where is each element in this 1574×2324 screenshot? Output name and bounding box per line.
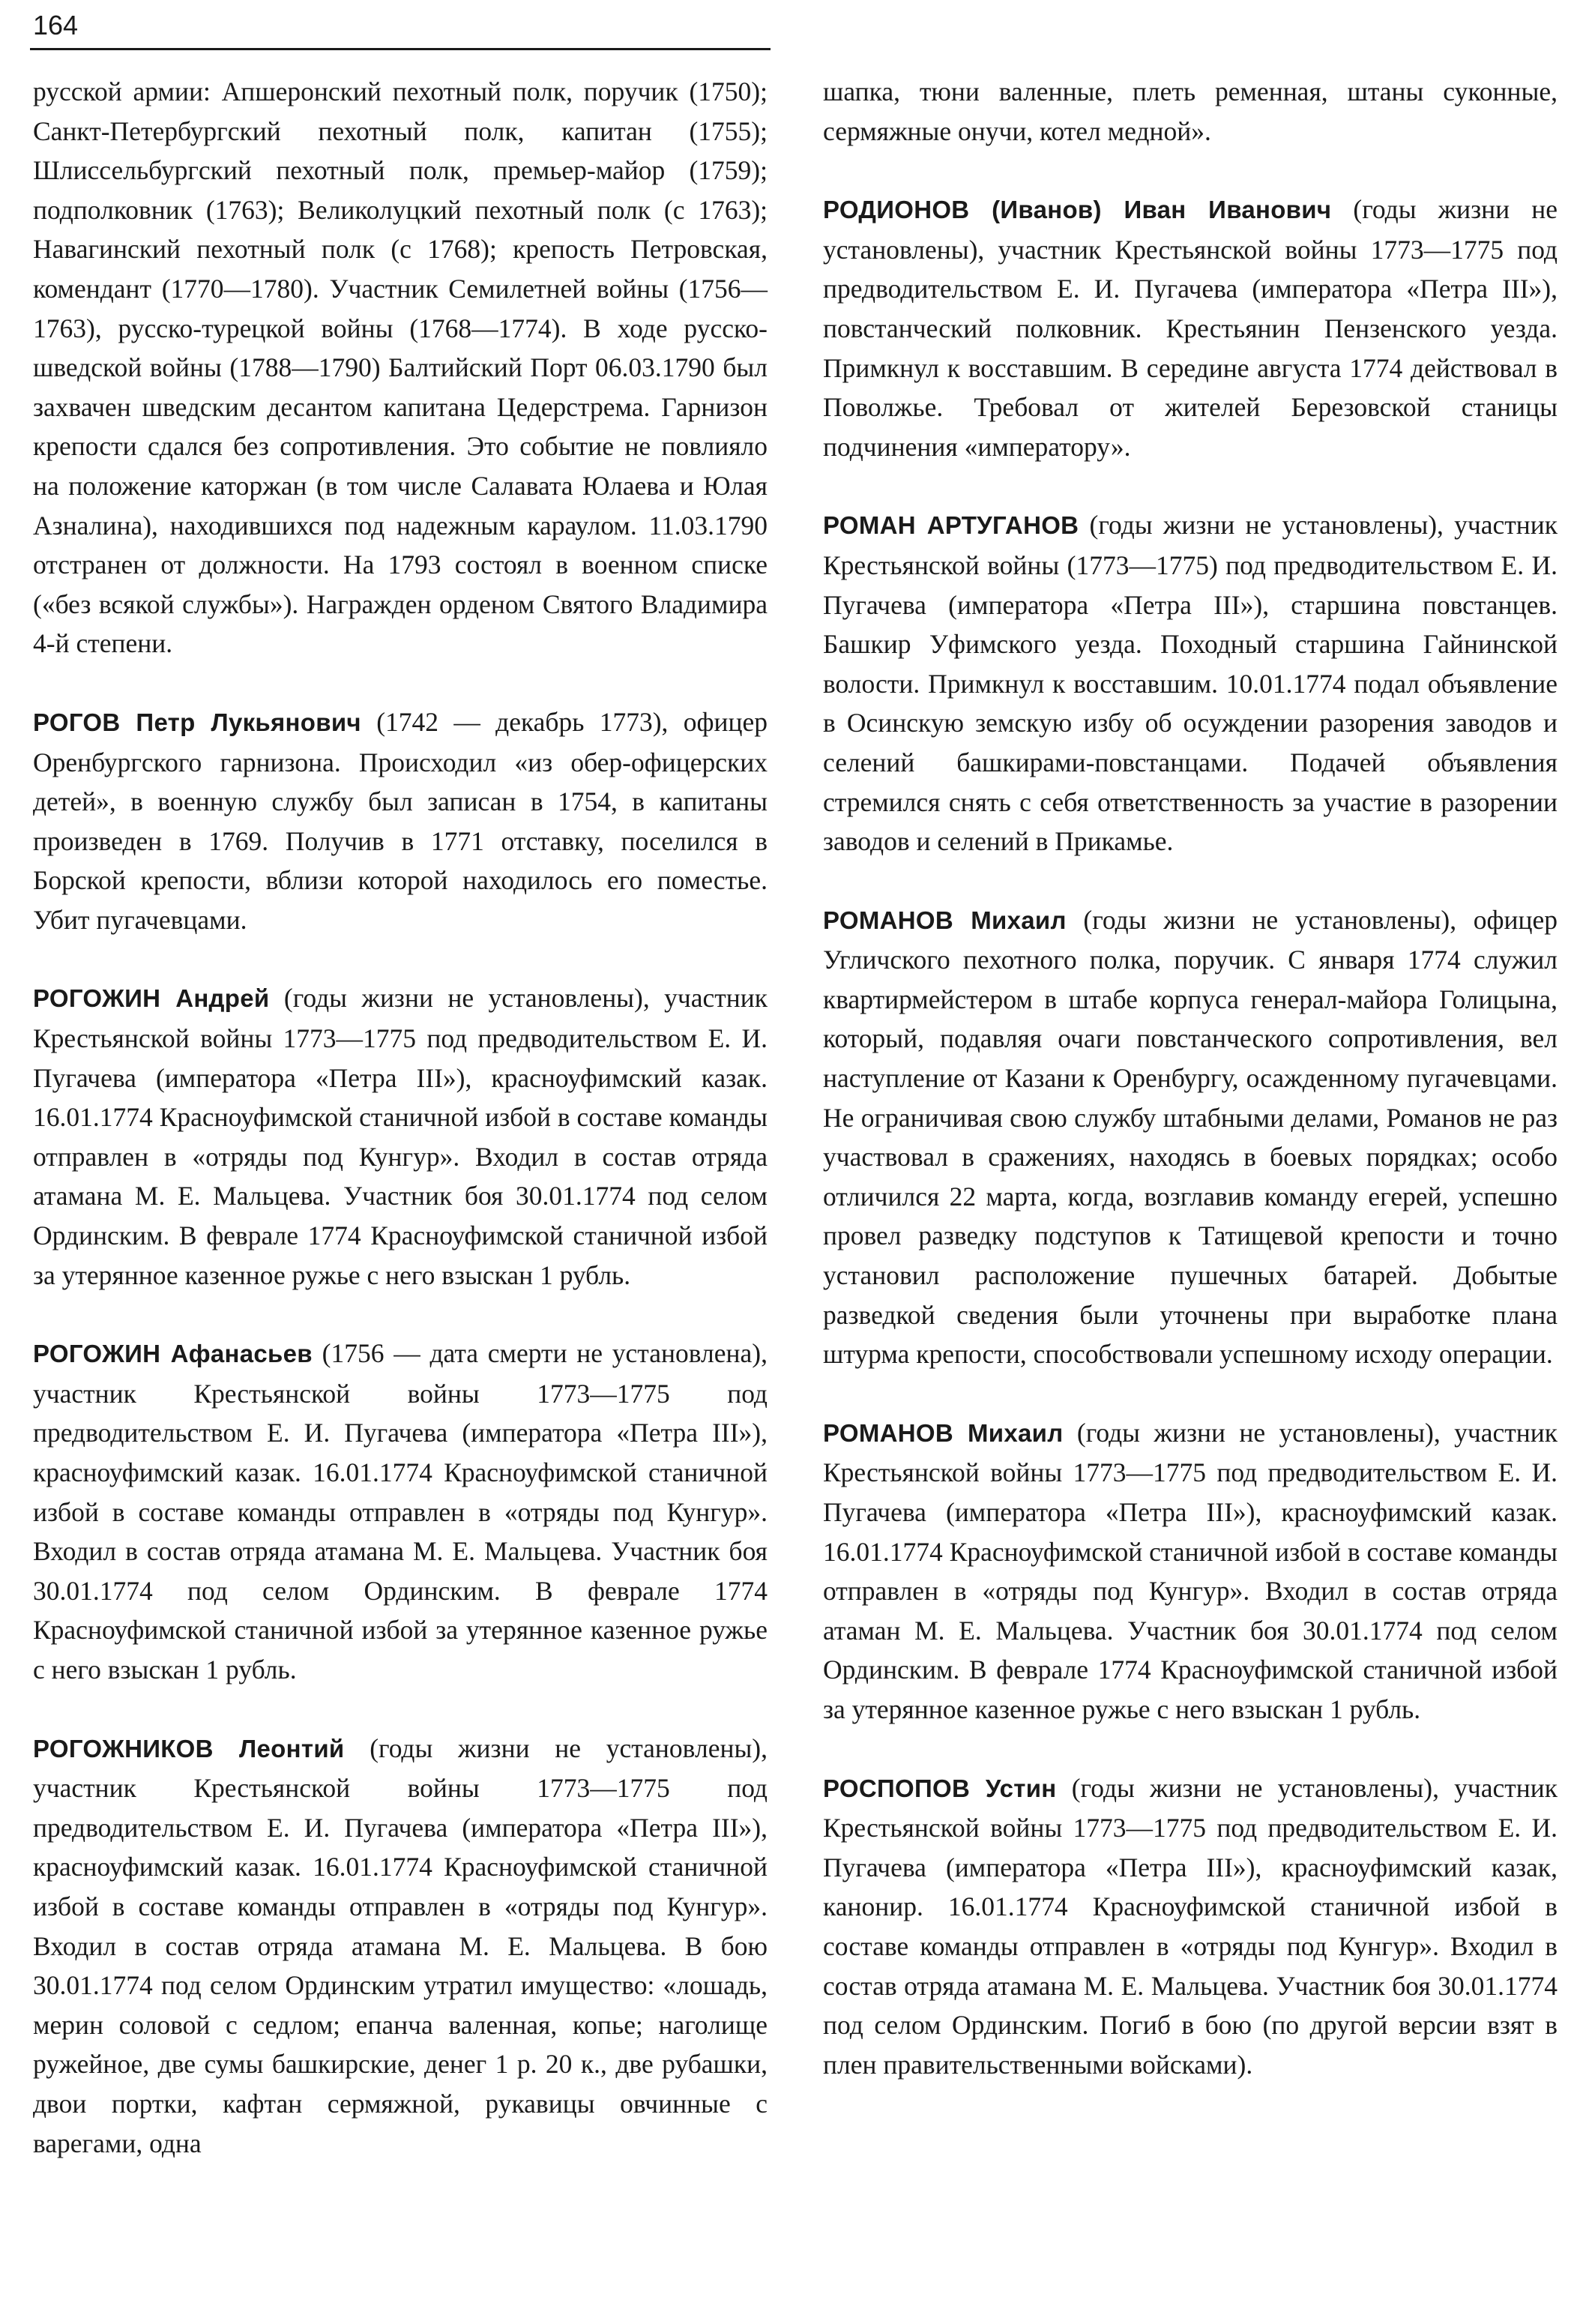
entry-rodionov bbox=[823, 190, 1558, 466]
entry-rogozhin-afanasiev bbox=[33, 1334, 768, 1689]
entry-body: (годы жизни не установлены), участник Крестьянской войны 1773—1775 под предводительством Е. И. Пугачева (императора «Петра III»), повстанческий полковник. Крестьянин Пензенского уезда. Примкнул к восставшим. В середине августа 1774 действовал в Поволжье. Требовал от жителей Березовской станицы подчинения «императору». bbox=[823, 194, 1558, 462]
entry-roman-artuganov bbox=[823, 505, 1558, 861]
entry-headword: РОДИОНОВ (Иванов) Иван Иванович bbox=[823, 196, 1332, 224]
entry-text bbox=[33, 702, 768, 940]
entry-text bbox=[823, 505, 1558, 861]
entry-rospopov bbox=[823, 1768, 1558, 2085]
entry-headword: РОМАНОВ Михаил bbox=[823, 906, 1067, 934]
entry-continuation bbox=[823, 72, 1558, 151]
entry-body: русской армии: Апшеронский пехотный полк, поручик (1750); Санкт-Петербургский пехотный полк, капитан (1755); Шлиссельбургский пехотный полк, премьер-майор (1759); подполковник (1763); Великолуцкий пехотный полк (с 1763); Навагинский пехотный полк (с 1768); крепость Петровская, комендант (1770—1780). Участник Семилетней войны (1756—1763), русско-турецкой войны (1768—1774). В ходе русско-шведской войны (1788—1790) Балтийский Порт 06.03.1790 был захвачен шведским десантом капитана Цедерстрема. Гарнизон крепости сдался без сопротивления. Это событие не повлияло на положение каторжан (в том числе Салавата Юлаева и Юлая Азналина), находившихся под надежным караулом. 11.03.1790 отстранен от должности. На 1793 состоял в военном списке («без всякой службы»). Награжден орденом Святого Владимира 4-й степени. bbox=[33, 76, 768, 659]
entry-text bbox=[33, 978, 768, 1295]
entry-headword: РОСПОПОВ Устин bbox=[823, 1774, 1057, 1802]
entry-text bbox=[33, 72, 768, 663]
page-number: 164 bbox=[33, 10, 79, 40]
entry-body: шапка, тюни валенные, плеть ременная, штаны суконные, сермяжные онучи, котел медной». bbox=[823, 76, 1558, 146]
entry-headword: РОМАН АРТУГАНОВ bbox=[823, 511, 1079, 540]
entry-headword: РОГОЖНИКОВ Леонтий bbox=[33, 1734, 345, 1762]
entry-text bbox=[823, 1413, 1558, 1730]
entry-text bbox=[823, 1768, 1558, 2085]
entry-text bbox=[823, 190, 1558, 466]
entry-continuation bbox=[33, 72, 768, 663]
entry-body: (1742 — декабрь 1773), офицер Оренбургского гарнизона. Происходил «из обер-офицерских детей», в военную службу был записан в 1754, в капитаны произведен в 1769. Получив в 1771 отставку, поселился в Борской крепости, вблизи которой находилось его поместье. Убит пугачевцами. bbox=[33, 706, 768, 935]
entry-text bbox=[823, 900, 1558, 1374]
left-column bbox=[33, 72, 768, 2202]
entry-rogozhin-andrei bbox=[33, 978, 768, 1295]
entry-romanov-officer bbox=[823, 900, 1558, 1374]
entry-romanov-cossack bbox=[823, 1413, 1558, 1730]
entry-text bbox=[33, 1729, 768, 2164]
entry-headword: РОГОЖИН Афанасьев bbox=[33, 1340, 313, 1368]
entry-body: (годы жизни не установлены), офицер Угличского пехотного полка, поручик. С января 1774 служил квартирмейстером в штабе корпуса генерал-майора Голицына, который, подавляя очаги повстанческого сопротивления, вел наступление от Казани к Оренбургу, осажденному пугачевцами. Не ограничивая свою службу штабными делами, Романов не раз участвовал в сражениях, находясь в боевых порядках; особо отличился 22 марта, когда, возглавив команду егерей, успешно провел разведку подступов к Татищевой крепости и точно установил расположение пушечных батарей. Добытые разведкой сведения были уточнены при выработке плана штурма крепости, способствовали успешному исходу операции. bbox=[823, 904, 1558, 1370]
entry-body: (годы жизни не установлены), участник Крестьянской войны 1773—1775 под предводительством Е. И. Пугачева (императора «Петра III»), красноуфимский казак. 16.01.1774 Красноуфимской станичной избой в составе команды отправлен в «отряды под Кунгур». Входил в состав отряда атамана М. Е. Мальцева. В бою 30.01.1774 под селом Ординским утратил имущество: «лошадь, мерин соловой с седлом; епанча валенная, копье; наголище ружейное, две сумы башкирские, денег 1 р. 20 к., две рубашки, двои портки, кафтан сермяжной, рукавицы овчинные с варегами, одна bbox=[33, 1733, 768, 2158]
entry-body: (годы жизни не установлены), участник Крестьянской войны (1773—1775) под предводительством Е. И. Пугачева (императора «Петра III»), старшина повстанцев. Башкир Уфимского уезда. Походный старшина Гайнинской волости. Примкнул к восставшим. 10.01.1774 подал объявление в Осинскую земскую избу об осуждении разорения заводов и селений башкирами-повстанцами. Подачей объявления стремился снять с себя ответственность за участие в разорении заводов и селений в Прикамье. bbox=[823, 510, 1558, 857]
entry-rogozhnikov bbox=[33, 1729, 768, 2164]
header-rule bbox=[30, 48, 771, 50]
entry-headword: РОГОВ Петр Лукьянович bbox=[33, 708, 361, 736]
right-column bbox=[823, 72, 1558, 2123]
entry-body: (годы жизни не установлены), участник Крестьянской войны 1773—1775 под предводительством Е. И. Пугачева (императора «Петра III»), красноуфимский казак. 16.01.1774 Красноуфимской станичной избой в составе команды отправлен в «отряды под Кунгур». Входил в состав отряда атаман М. Е. Мальцева. Участник боя 30.01.1774 под селом Ординским. В феврале 1774 Красноуфимской станичной избой за утерянное казенное ружье с него взыскан 1 рубль. bbox=[823, 1417, 1558, 1724]
entry-text bbox=[823, 72, 1558, 151]
entry-body: (годы жизни не установлены), участник Крестьянской войны 1773—1775 под предводительством Е. И. Пугачева (императора «Петра III»), красноуфимский казак, канонир. 16.01.1774 Красноуфимской станичной избой в составе команды отправлен в «отряды под Кунгур». Входил в состав отряда атамана М. Е. Мальцева. Участник боя 30.01.1774 под селом Ординским. Погиб в бою (по другой версии взят в плен правительственными войсками). bbox=[823, 1772, 1558, 2080]
entry-text bbox=[33, 1334, 768, 1689]
entry-headword: РОМАНОВ Михаил bbox=[823, 1418, 1064, 1447]
entry-body: (годы жизни не установлены), участник Крестьянской войны 1773—1775 под предводительством Е. И. Пугачева (императора «Петра III»), красноуфимский казак. 16.01.1774 Красноуфимской станичной избой в составе команды отправлен в «отряды под Кунгур». Входил в состав отряда атамана М. Е. Мальцева. Участник боя 30.01.1774 под селом Ординским. В феврале 1774 Красноуфимской станичной избой за утерянное казенное ружье с него взыскан 1 рубль. bbox=[33, 983, 768, 1290]
entry-rogov bbox=[33, 702, 768, 940]
entry-body: (1756 — дата смерти не установлена), участник Крестьянской войны 1773—1775 под предводительством Е. И. Пугачева (императора «Петра III»), красноуфимский казак. 16.01.1774 Красноуфимской станичной избой в составе команды отправлен в «отряды под Кунгур». Входил в состав отряда атамана М. Е. Мальцева. Участник боя 30.01.1774 под селом Ординским. В феврале 1774 Красноуфимской станичной избой за утерянное казенное ружье с него взыскан 1 рубль. bbox=[33, 1338, 768, 1685]
entry-headword: РОГОЖИН Андрей bbox=[33, 984, 270, 1013]
